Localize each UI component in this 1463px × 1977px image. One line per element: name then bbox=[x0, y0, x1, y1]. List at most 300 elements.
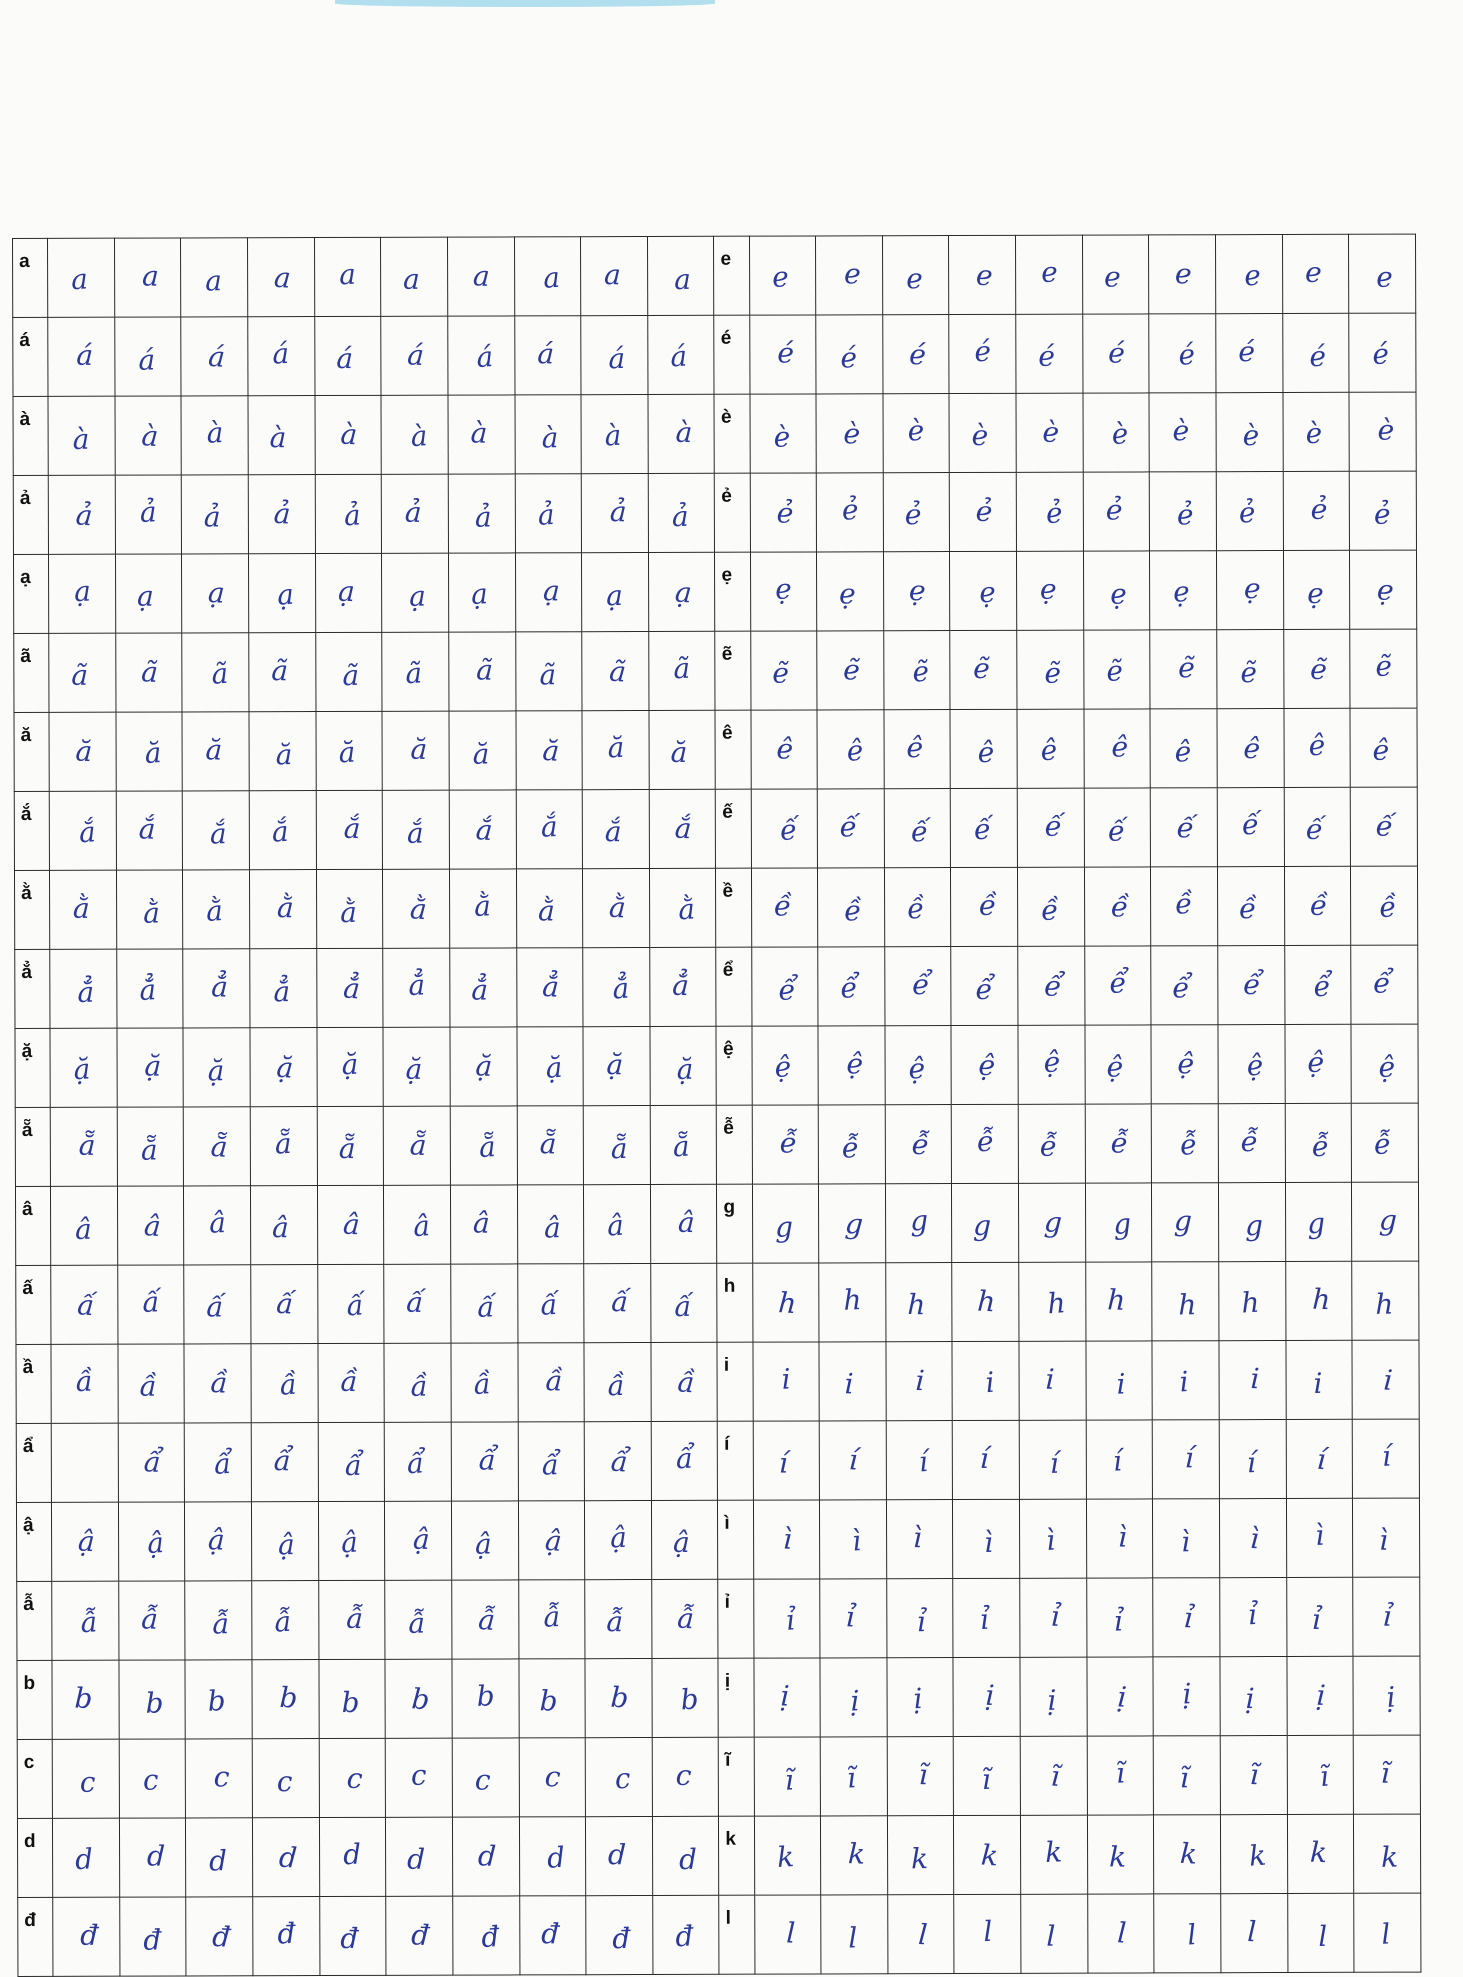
handwritten-sample-cell bbox=[1218, 1183, 1285, 1262]
handwritten-sample-cell bbox=[252, 1818, 319, 1897]
handwritten-sample-cell bbox=[315, 553, 382, 632]
handwritten-sample-cell bbox=[49, 791, 116, 870]
handwritten-glyph: h bbox=[976, 1284, 997, 1318]
handwritten-glyph: k bbox=[1248, 1838, 1268, 1873]
handwritten-glyph: ẫ bbox=[140, 1601, 159, 1636]
handwritten-sample-cell bbox=[884, 947, 951, 1026]
handwritten-glyph: è bbox=[1041, 414, 1060, 449]
handwritten-glyph: ằ bbox=[677, 891, 697, 926]
handwritten-glyph: ệ bbox=[1106, 1049, 1124, 1084]
handwritten-sample-cell bbox=[1285, 1103, 1352, 1182]
handwritten-glyph: ì bbox=[912, 1520, 923, 1554]
handwritten-sample-cell bbox=[1084, 788, 1151, 867]
handwritten-sample-cell bbox=[951, 1025, 1018, 1104]
handwritten-glyph: ạ bbox=[605, 578, 623, 612]
handwritten-sample-cell bbox=[118, 1423, 185, 1502]
handwritten-glyph: é bbox=[1107, 335, 1126, 370]
handwritten-glyph: ặ bbox=[72, 1051, 91, 1086]
reference-character-cell: g bbox=[717, 1184, 752, 1263]
handwritten-glyph: i bbox=[1250, 1361, 1261, 1395]
handwritten-sample-cell bbox=[250, 1107, 317, 1186]
handwritten-sample-cell bbox=[382, 790, 449, 869]
handwritten-sample-cell bbox=[452, 1817, 519, 1896]
handwritten-sample-cell bbox=[185, 1581, 252, 1660]
reference-character-cell: h bbox=[717, 1263, 752, 1342]
handwritten-sample-cell bbox=[952, 1104, 1019, 1183]
handwritten-sample-cell bbox=[819, 1421, 886, 1500]
handwritten-glyph: ắ bbox=[343, 811, 362, 845]
handwritten-sample-cell bbox=[117, 1107, 184, 1186]
handwritten-sample-cell bbox=[253, 1897, 320, 1976]
handwritten-sample-cell bbox=[1087, 1894, 1154, 1973]
handwritten-glyph: ã bbox=[140, 654, 160, 689]
handwritten-sample-cell bbox=[1016, 314, 1083, 393]
handwritten-sample-cell bbox=[384, 1185, 451, 1264]
handwritten-glyph: d bbox=[477, 1838, 497, 1873]
handwritten-sample-cell bbox=[651, 1579, 718, 1658]
handwritten-glyph: ầ bbox=[472, 1366, 492, 1401]
handwritten-sample-cell bbox=[249, 712, 316, 791]
handwritten-sample-cell bbox=[582, 790, 649, 869]
handwritten-glyph: ẩ bbox=[406, 1445, 426, 1480]
handwritten-sample-cell bbox=[183, 949, 250, 1028]
handwritten-sample-cell bbox=[49, 554, 116, 633]
reference-character-cell: ế bbox=[716, 789, 751, 868]
handwritten-sample-cell bbox=[1150, 788, 1217, 867]
handwritten-glyph: ẻ bbox=[974, 494, 994, 528]
reference-character-cell: ằ bbox=[14, 870, 49, 949]
handwritten-glyph: ẳ bbox=[672, 968, 690, 1002]
handwritten-sample-cell bbox=[1219, 1420, 1286, 1499]
reference-character-cell: ị bbox=[718, 1658, 753, 1737]
handwritten-glyph: ễ bbox=[1240, 1124, 1259, 1158]
handwritten-sample-cell bbox=[754, 1816, 821, 1895]
handwritten-glyph: ễ bbox=[1373, 1126, 1393, 1161]
handwritten-glyph: i bbox=[1382, 1362, 1394, 1397]
reference-character-cell: à bbox=[13, 396, 48, 475]
reference-character-cell: í bbox=[718, 1421, 753, 1500]
handwritten-glyph: ẵ bbox=[408, 1127, 428, 1162]
handwritten-glyph: ế bbox=[778, 812, 798, 847]
handwritten-sample-cell bbox=[821, 1816, 888, 1895]
handwritten-glyph: ì bbox=[851, 1523, 863, 1558]
handwritten-sample-cell bbox=[1019, 1341, 1086, 1420]
handwritten-glyph: ã bbox=[342, 658, 360, 692]
handwritten-sample-cell bbox=[185, 1660, 252, 1739]
handwritten-glyph: ì bbox=[983, 1525, 994, 1559]
handwritten-glyph: g bbox=[775, 1209, 794, 1244]
handwritten-glyph: l bbox=[1116, 1915, 1128, 1950]
handwritten-glyph: ằ bbox=[408, 891, 428, 926]
handwritten-sample-cell bbox=[953, 1657, 1020, 1736]
handwritten-sample-cell bbox=[949, 393, 1016, 472]
handwritten-glyph: đ bbox=[674, 1918, 694, 1953]
handwritten-sample-cell bbox=[248, 475, 315, 554]
handwritten-glyph: đ bbox=[79, 1917, 99, 1952]
handwritten-sample-cell bbox=[52, 1502, 119, 1581]
handwritten-glyph: ấ bbox=[76, 1287, 96, 1322]
handwritten-sample-cell bbox=[186, 1818, 253, 1897]
handwritten-glyph: b bbox=[278, 1680, 298, 1714]
handwritten-glyph: ê bbox=[1307, 728, 1326, 762]
handwritten-glyph: ẳ bbox=[273, 974, 291, 1008]
reference-character-cell: b bbox=[17, 1660, 52, 1739]
handwritten-sample-cell bbox=[118, 1502, 185, 1581]
handwritten-sample-cell bbox=[314, 316, 381, 395]
handwritten-sample-cell bbox=[1149, 472, 1216, 551]
handwritten-glyph: â bbox=[543, 1210, 562, 1244]
handwritten-glyph: ị bbox=[779, 1678, 790, 1713]
handwritten-sample-cell bbox=[1082, 314, 1149, 393]
handwritten-glyph: é bbox=[1238, 334, 1256, 368]
handwritten-glyph: ặ bbox=[475, 1048, 494, 1083]
handwritten-sample-cell bbox=[1216, 314, 1283, 393]
reference-character-cell: ã bbox=[14, 633, 49, 712]
handwritten-glyph: é bbox=[1176, 337, 1196, 372]
reference-character-cell: ề bbox=[716, 868, 751, 947]
handwritten-glyph: ị bbox=[1181, 1676, 1192, 1710]
handwritten-sample-cell bbox=[516, 869, 583, 948]
handwritten-glyph: ặ bbox=[544, 1050, 564, 1085]
handwritten-glyph: ã bbox=[404, 655, 423, 690]
handwritten-glyph: è bbox=[1110, 416, 1130, 451]
handwritten-sample-cell bbox=[48, 396, 115, 475]
handwritten-glyph: ằ bbox=[537, 893, 556, 927]
handwritten-sample-cell bbox=[384, 1264, 451, 1343]
handwritten-sample-cell bbox=[117, 1186, 184, 1265]
handwritten-sample-cell bbox=[248, 317, 315, 396]
handwritten-sample-cell bbox=[116, 712, 183, 791]
handwritten-glyph: é bbox=[839, 340, 857, 375]
handwritten-sample-cell bbox=[447, 237, 514, 316]
handwritten-sample-cell bbox=[249, 791, 316, 870]
handwritten-sample-cell bbox=[882, 236, 949, 315]
handwritten-glyph: ể bbox=[839, 970, 859, 1005]
handwritten-sample-cell bbox=[883, 394, 950, 473]
handwritten-glyph: ấ bbox=[673, 1289, 692, 1323]
handwritten-glyph: à bbox=[269, 420, 288, 454]
handwritten-sample-cell bbox=[1216, 551, 1283, 630]
handwritten-glyph: ế bbox=[1305, 812, 1324, 846]
handwritten-glyph: l bbox=[848, 1920, 859, 1954]
handwritten-glyph: ả bbox=[273, 496, 292, 531]
handwritten-glyph: g bbox=[843, 1206, 865, 1241]
handwritten-sample-cell bbox=[184, 1344, 251, 1423]
reference-character-cell: ệ bbox=[716, 1026, 751, 1105]
handwritten-glyph: ậ bbox=[543, 1523, 563, 1558]
handwritten-glyph: ầ bbox=[339, 1364, 359, 1398]
handwritten-sample-cell bbox=[886, 1421, 953, 1500]
handwritten-sample-cell bbox=[314, 237, 381, 316]
handwritten-glyph: à bbox=[205, 415, 224, 450]
handwritten-sample-cell bbox=[1220, 1815, 1287, 1894]
handwritten-glyph: g bbox=[1043, 1204, 1063, 1239]
handwritten-glyph: ả bbox=[74, 497, 94, 532]
handwritten-glyph: á bbox=[475, 339, 495, 374]
handwritten-glyph: á bbox=[406, 337, 425, 372]
handwritten-glyph: k bbox=[1108, 1839, 1127, 1874]
handwritten-glyph: ề bbox=[844, 893, 863, 928]
handwritten-glyph: é bbox=[973, 334, 992, 368]
handwritten-sample-cell bbox=[818, 1105, 885, 1184]
handwritten-sample-cell bbox=[953, 1420, 1020, 1499]
handwritten-sample-cell bbox=[950, 709, 1017, 788]
handwriting-sample-sheet bbox=[12, 234, 1421, 1957]
handwritten-glyph: ị bbox=[912, 1681, 924, 1715]
handwritten-glyph: ậ bbox=[412, 1521, 431, 1556]
handwritten-sample-cell bbox=[583, 1027, 650, 1106]
handwritten-glyph: ễ bbox=[975, 1124, 995, 1158]
handwritten-glyph: ạ bbox=[542, 573, 561, 608]
grid-row bbox=[17, 1735, 1420, 1818]
handwritten-glyph: ậ bbox=[278, 1527, 296, 1561]
handwritten-glyph: ỉ bbox=[1182, 1600, 1194, 1635]
handwritten-glyph: ạ bbox=[337, 574, 356, 608]
handwritten-sample-cell bbox=[1149, 235, 1216, 314]
handwritten-sample-cell bbox=[817, 552, 884, 631]
grid-row bbox=[17, 1577, 1420, 1660]
handwritten-glyph: á bbox=[669, 338, 689, 373]
handwritten-glyph: ì bbox=[1117, 1519, 1128, 1554]
handwritten-sample-cell bbox=[885, 1184, 952, 1263]
handwritten-sample-cell bbox=[318, 1501, 385, 1580]
grid-row bbox=[14, 787, 1417, 870]
handwritten-sample-cell bbox=[951, 788, 1018, 867]
handwritten-sample-cell bbox=[381, 474, 448, 553]
handwritten-sample-cell bbox=[581, 237, 648, 316]
handwritten-sample-cell bbox=[1352, 1261, 1419, 1340]
handwritten-glyph: d bbox=[208, 1843, 228, 1878]
handwritten-sample-cell bbox=[315, 632, 382, 711]
handwritten-glyph: ẹ bbox=[774, 571, 793, 606]
handwritten-glyph: ế bbox=[1044, 808, 1063, 843]
handwritten-glyph: k bbox=[910, 1841, 929, 1875]
grid-row bbox=[15, 1103, 1418, 1186]
handwritten-sample-cell bbox=[1086, 1499, 1153, 1578]
handwritten-sample-cell bbox=[1283, 550, 1350, 629]
handwritten-glyph: è bbox=[907, 413, 926, 447]
handwritten-glyph: ể bbox=[911, 967, 931, 1001]
handwritten-sample-cell bbox=[1152, 1341, 1219, 1420]
handwritten-sample-cell bbox=[448, 395, 515, 474]
handwritten-glyph: ề bbox=[1174, 886, 1194, 921]
handwritten-glyph: ằ bbox=[72, 891, 90, 925]
handwritten-glyph: ầ bbox=[278, 1367, 299, 1402]
handwritten-sample-cell bbox=[1152, 1183, 1219, 1262]
handwritten-sample-cell bbox=[251, 1344, 318, 1423]
handwritten-glyph: ạ bbox=[137, 578, 155, 613]
handwritten-glyph: í bbox=[1183, 1440, 1194, 1474]
handwritten-glyph: ầ bbox=[139, 1368, 157, 1403]
handwritten-sample-cell bbox=[1284, 787, 1351, 866]
handwritten-glyph: ẳ bbox=[610, 971, 630, 1006]
handwritten-sample-cell bbox=[1083, 551, 1150, 630]
handwritten-glyph: ế bbox=[1241, 807, 1260, 841]
handwritten-glyph: ặ bbox=[275, 1050, 295, 1085]
handwritten-sample-cell bbox=[1087, 1736, 1154, 1815]
handwritten-sample-cell bbox=[584, 1263, 651, 1342]
handwritten-glyph: ề bbox=[1238, 891, 1257, 925]
handwritten-glyph: g bbox=[909, 1203, 929, 1237]
handwritten-glyph: í bbox=[1380, 1439, 1392, 1473]
handwritten-sample-cell bbox=[516, 1027, 583, 1106]
handwritten-glyph: ễ bbox=[1179, 1127, 1199, 1162]
handwritten-glyph: ẽ bbox=[1240, 655, 1258, 689]
handwritten-sample-cell bbox=[53, 1818, 120, 1897]
reference-character-cell: k bbox=[719, 1816, 754, 1895]
handwritten-sample-cell bbox=[251, 1502, 318, 1581]
handwritten-sample-cell bbox=[1351, 945, 1418, 1024]
handwritten-glyph: ẩ bbox=[610, 1444, 630, 1479]
handwritten-glyph: ằ bbox=[607, 890, 627, 924]
handwritten-glyph: ẵ bbox=[77, 1128, 96, 1162]
reference-character-cell: â bbox=[15, 1186, 50, 1265]
handwritten-glyph: ă bbox=[472, 736, 490, 771]
handwritten-glyph: b bbox=[144, 1685, 164, 1720]
handwritten-glyph: ạ bbox=[470, 576, 490, 611]
handwritten-sample-cell bbox=[1085, 1104, 1152, 1183]
handwritten-sample-cell bbox=[452, 1738, 519, 1817]
handwritten-sample-cell bbox=[118, 1344, 185, 1423]
handwritten-sample-cell bbox=[1351, 866, 1418, 945]
handwritten-glyph: k bbox=[776, 1839, 795, 1874]
handwritten-sample-cell bbox=[749, 394, 816, 473]
handwritten-sample-cell bbox=[517, 1106, 584, 1185]
character-grid bbox=[12, 234, 1421, 1977]
handwritten-glyph: à bbox=[541, 420, 559, 454]
handwritten-sample-cell bbox=[649, 789, 716, 868]
handwritten-sample-cell bbox=[650, 1105, 717, 1184]
handwritten-sample-cell bbox=[584, 1342, 651, 1421]
handwritten-sample-cell bbox=[385, 1659, 452, 1738]
handwritten-glyph: i bbox=[984, 1365, 996, 1399]
grid-row bbox=[13, 471, 1416, 554]
handwritten-sample-cell bbox=[1083, 393, 1150, 472]
handwritten-sample-cell bbox=[514, 237, 581, 316]
handwritten-sample-cell bbox=[119, 1660, 186, 1739]
handwritten-glyph: ẹ bbox=[1039, 571, 1057, 606]
handwritten-glyph: k bbox=[848, 1836, 867, 1871]
handwritten-glyph: ạ bbox=[276, 577, 296, 612]
handwritten-glyph: ỉ bbox=[784, 1602, 797, 1637]
handwritten-sample-cell bbox=[50, 1028, 117, 1107]
handwritten-sample-cell bbox=[883, 552, 950, 631]
handwritten-glyph: ẹ bbox=[1171, 574, 1191, 609]
handwritten-sample-cell bbox=[1286, 1656, 1353, 1735]
handwritten-glyph: h bbox=[777, 1285, 798, 1320]
handwritten-glyph: í bbox=[848, 1442, 860, 1477]
reference-character-cell: ê bbox=[715, 710, 750, 789]
handwritten-glyph: ậ bbox=[76, 1523, 96, 1558]
handwritten-sample-cell bbox=[586, 1895, 653, 1974]
handwritten-glyph: ẽ bbox=[972, 651, 991, 685]
handwritten-glyph: ằ bbox=[205, 893, 224, 928]
handwritten-sample-cell bbox=[1083, 630, 1150, 709]
handwritten-glyph: l bbox=[917, 1917, 929, 1951]
handwritten-glyph: ĩ bbox=[1179, 1760, 1189, 1794]
handwritten-sample-cell bbox=[1350, 708, 1417, 787]
handwritten-glyph: ị bbox=[1245, 1681, 1256, 1715]
handwritten-sample-cell bbox=[248, 238, 315, 317]
handwritten-sample-cell bbox=[652, 1658, 719, 1737]
handwritten-glyph: ẽ bbox=[842, 652, 861, 687]
handwritten-glyph: ả bbox=[608, 494, 627, 528]
handwritten-sample-cell bbox=[583, 948, 650, 1027]
handwritten-glyph: c bbox=[79, 1765, 96, 1799]
handwritten-sample-cell bbox=[516, 790, 583, 869]
handwritten-glyph: ẽ bbox=[911, 654, 931, 689]
handwritten-sample-cell bbox=[816, 394, 883, 473]
reference-character-cell: a bbox=[13, 238, 48, 317]
reference-character-cell: ể bbox=[716, 947, 751, 1026]
handwritten-glyph: e bbox=[906, 261, 924, 295]
handwritten-sample-cell bbox=[585, 1658, 652, 1737]
handwritten-sample-cell bbox=[585, 1737, 652, 1816]
handwritten-sample-cell bbox=[1285, 1182, 1352, 1261]
handwritten-glyph: ẳ bbox=[541, 969, 560, 1004]
handwritten-sample-cell bbox=[1019, 1420, 1086, 1499]
handwritten-glyph: ề bbox=[1378, 889, 1398, 924]
handwritten-sample-cell bbox=[116, 949, 183, 1028]
handwritten-sample-cell bbox=[251, 1423, 318, 1502]
handwritten-sample-cell bbox=[1353, 1577, 1420, 1656]
handwritten-sample-cell bbox=[1087, 1815, 1154, 1894]
handwritten-glyph: â bbox=[208, 1205, 227, 1240]
handwritten-glyph: ẳ bbox=[210, 969, 229, 1004]
handwritten-sample-cell bbox=[652, 1816, 719, 1895]
handwritten-glyph: ằ bbox=[339, 895, 358, 929]
handwritten-glyph: ì bbox=[1045, 1523, 1057, 1557]
reference-character-cell: ặ bbox=[15, 1028, 50, 1107]
handwritten-sample-cell bbox=[515, 474, 582, 553]
handwritten-glyph: c bbox=[276, 1764, 293, 1798]
handwritten-sample-cell bbox=[887, 1737, 954, 1816]
handwritten-sample-cell bbox=[650, 1184, 717, 1263]
handwritten-sample-cell bbox=[383, 1106, 450, 1185]
handwritten-glyph: ẵ bbox=[610, 1131, 628, 1165]
handwritten-sample-cell bbox=[1152, 1420, 1219, 1499]
handwritten-glyph: ẫ bbox=[606, 1604, 625, 1638]
handwritten-sample-cell bbox=[821, 1895, 888, 1974]
handwritten-sample-cell bbox=[315, 395, 382, 474]
reference-character-cell: ễ bbox=[717, 1105, 752, 1184]
handwritten-sample-cell bbox=[181, 317, 248, 396]
handwritten-sample-cell bbox=[316, 869, 383, 948]
grid-row bbox=[13, 550, 1416, 633]
reference-character-cell: ì bbox=[718, 1500, 753, 1579]
handwritten-glyph: ắ bbox=[138, 811, 157, 846]
handwritten-glyph: ệ bbox=[1042, 1044, 1061, 1079]
reference-character-cell: d bbox=[17, 1818, 52, 1897]
handwritten-glyph: ậ bbox=[609, 1520, 627, 1554]
handwritten-glyph: ẳ bbox=[471, 972, 489, 1007]
handwritten-glyph: ẵ bbox=[338, 1131, 356, 1165]
handwritten-sample-cell bbox=[820, 1500, 887, 1579]
handwritten-sample-cell bbox=[119, 1897, 186, 1976]
handwritten-sample-cell bbox=[753, 1658, 820, 1737]
handwritten-sample-cell bbox=[450, 1185, 517, 1264]
handwritten-glyph: b bbox=[410, 1681, 431, 1716]
reference-character-cell: ẵ bbox=[15, 1107, 50, 1186]
handwritten-sample-cell bbox=[315, 474, 382, 553]
handwritten-glyph: e bbox=[1304, 255, 1323, 289]
handwritten-glyph: ỉ bbox=[1051, 1599, 1062, 1633]
handwritten-sample-cell bbox=[384, 1422, 451, 1501]
handwritten-glyph: đ bbox=[276, 1916, 296, 1950]
handwritten-glyph: k bbox=[1044, 1834, 1063, 1869]
handwritten-sample-cell bbox=[48, 317, 115, 396]
handwritten-sample-cell bbox=[951, 867, 1018, 946]
